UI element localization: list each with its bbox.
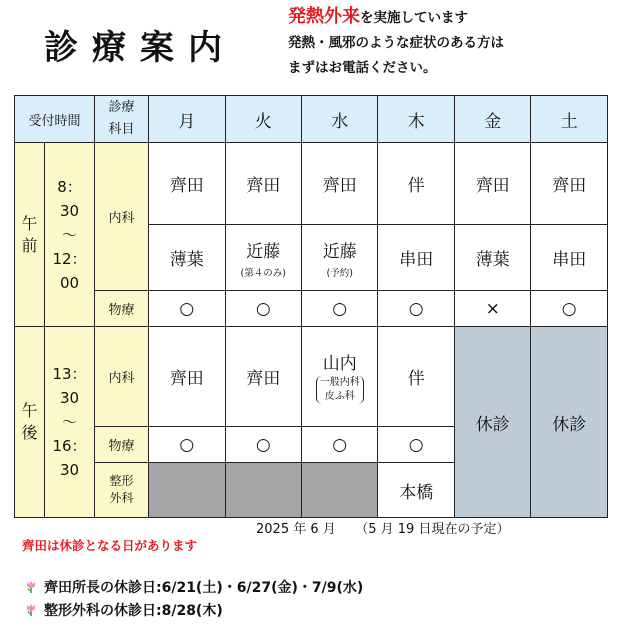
doctor-cell: 串田 xyxy=(531,225,608,291)
notice-line2: 発熱・風邪のような症状のある方は xyxy=(288,35,504,51)
fever-clinic-highlight: 発熱外来 xyxy=(288,6,360,27)
morning-time: 8： 30 ～ 12： 00 xyxy=(45,143,95,327)
day-tue: 火 xyxy=(225,96,301,143)
doctor-cell: 齊田 xyxy=(531,143,608,225)
availability-mark: ○ xyxy=(301,291,377,327)
doctor-cell: 串田 xyxy=(378,225,454,291)
doctor-cell: 齊田 xyxy=(454,143,530,225)
doctor-note: (予約) xyxy=(326,267,353,279)
doctor-cell: 伴 xyxy=(378,327,454,427)
afternoon-internal-medicine: 内科 xyxy=(95,327,149,427)
doctor-cell: 齊田 xyxy=(225,143,301,225)
morning-physio-row xyxy=(15,291,608,327)
morning-row-1 xyxy=(15,143,608,225)
notice-line3: まずはお電話ください。 xyxy=(288,60,437,76)
afternoon-physiotherapy: 物療 xyxy=(95,427,149,463)
closed-sat: 休診 xyxy=(531,327,608,518)
doctor-cell: 齊田 xyxy=(149,327,225,427)
availability-mark: ○ xyxy=(149,427,225,463)
page-title: 診療案内 xyxy=(44,28,236,68)
doctor-cell: 近藤 (予約) xyxy=(301,225,377,291)
day-fri: 金 xyxy=(454,96,530,143)
closed-fri: 休診 xyxy=(454,327,530,518)
day-mon: 月 xyxy=(149,96,225,143)
doctor-cell: 本橋 xyxy=(378,463,454,518)
availability-mark: ○ xyxy=(301,427,377,463)
notice-line1: を実施しています xyxy=(360,10,468,26)
afternoon-label: 午 後 xyxy=(15,327,45,518)
availability-mark: ○ xyxy=(531,291,608,327)
availability-mark: ○ xyxy=(378,291,454,327)
afternoon-time: 13： 30 ～ 16： 30 xyxy=(45,327,95,518)
holiday-line-1: 齊田所長の休診日:6/21(土)・6/27(金)・7/9(水) xyxy=(24,577,363,597)
doctor-cell: 近藤 (第４のみ) xyxy=(225,225,301,291)
header-row xyxy=(15,96,608,143)
unavailable-cell xyxy=(149,463,225,518)
morning-internal-medicine: 内科 xyxy=(95,143,149,291)
doctor-cell: 薄葉 xyxy=(149,225,225,291)
morning-physiotherapy: 物療 xyxy=(95,291,149,327)
schedule-table xyxy=(14,95,608,518)
reception-time-header: 受付時間 xyxy=(15,96,95,143)
unavailable-cell xyxy=(301,463,377,518)
doctor-cell: 齊田 xyxy=(225,327,301,427)
tulip-icon xyxy=(24,580,38,594)
afternoon-row-1 xyxy=(15,327,608,427)
orthopedics-dept: 整形 外科 xyxy=(95,463,149,518)
availability-mark: ○ xyxy=(225,427,301,463)
availability-mark: ○ xyxy=(149,291,225,327)
tulip-icon xyxy=(24,603,38,617)
availability-mark: ○ xyxy=(225,291,301,327)
holiday-line-2: 整形外科の休診日:8/28(木) xyxy=(24,600,223,620)
schedule-date: 2025 年 6 月 （5 月 19 日現在の予定） xyxy=(256,522,510,537)
saita-closure-note: 齊田は休診となる日があります xyxy=(22,538,198,553)
fever-clinic-notice xyxy=(288,4,504,81)
doctor-note: (第４のみ) xyxy=(240,267,286,279)
day-wed: 水 xyxy=(301,96,377,143)
availability-mark: × xyxy=(454,291,530,327)
doctor-cell: 齊田 xyxy=(149,143,225,225)
doctor-cell: 山内 一般内科 皮ふ科 xyxy=(301,327,377,427)
doctor-cell: 伴 xyxy=(378,143,454,225)
availability-mark: ○ xyxy=(378,427,454,463)
department-header: 診療 科目 xyxy=(95,96,149,143)
doctor-cell: 薄葉 xyxy=(454,225,530,291)
day-sat: 土 xyxy=(531,96,608,143)
doctor-cell: 齊田 xyxy=(301,143,377,225)
morning-label: 午 前 xyxy=(15,143,45,327)
doctor-note: 一般内科 皮ふ科 xyxy=(316,376,364,404)
unavailable-cell xyxy=(225,463,301,518)
day-thu: 木 xyxy=(378,96,454,143)
